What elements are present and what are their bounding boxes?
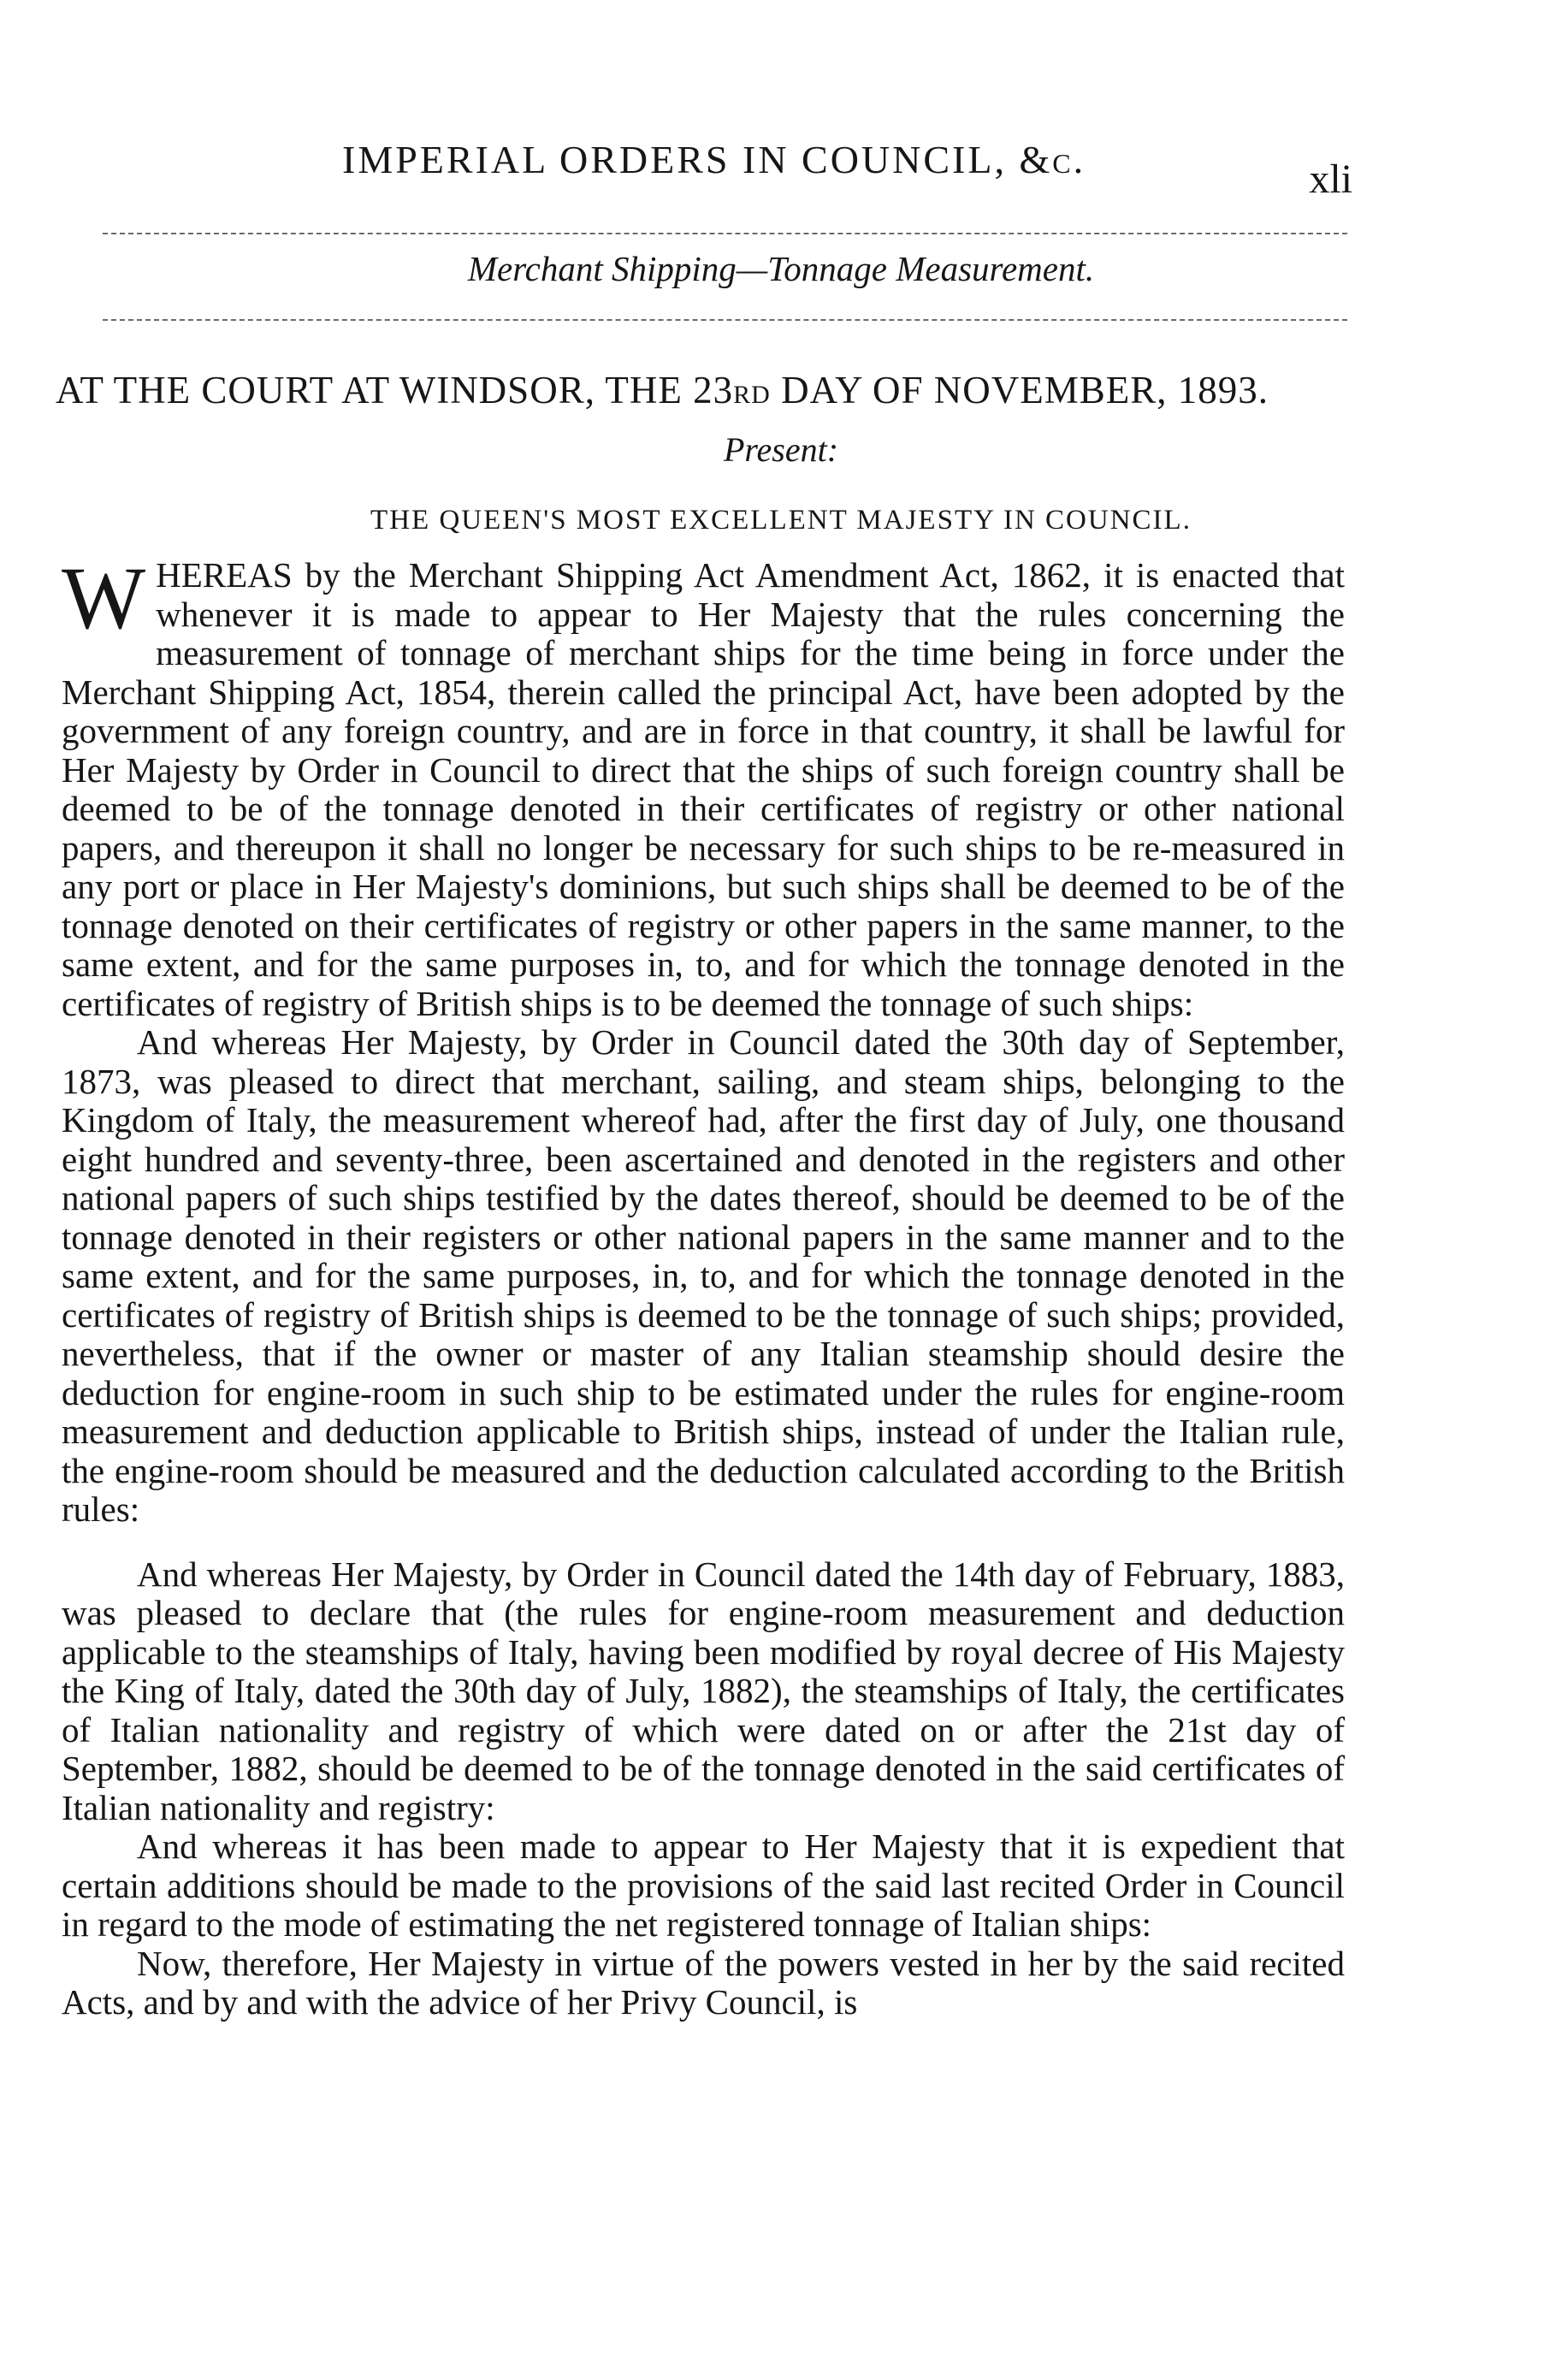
paragraph-4: And whereas it has been made to appear to Her Majesty that it is expedient that certain additions should be made to the provisions of the said last recited Order in Council in regard to the mode of estimating the net registered tonnage of Italian ships: [62,1826,1345,1944]
court-heading-ordinal: RD [733,381,771,409]
paragraph-3: And whereas Her Majesty, by Order in Council dated the 14th day of February, 1883, was pleased to declare that (the rules for engine-room measurement and deduction applicable to the steamships of Italy, having been modified by royal decree of His Majesty the King of Italy, dated the 30th day of July, 1882), the steamships of Italy, the certificates of Italian nationality and registry of which were dated on or after the 21st day of September, 1882, should be deemed to be of the tonnage denoted in the said certificates of Italian nationality and registry: [62,1554,1345,1827]
court-heading [56,368,1373,412]
presence-line: THE QUEEN'S MOST EXCELLENT MAJESTY IN COUNCIL. [370,505,1192,536]
running-title: IMPERIAL ORDERS IN COUNCIL, &c. [342,138,1086,181]
paragraph-5: Now, therefore, Her Majesty in virtue of the powers vested in her by the said recited Acts, and by and with the advice of her Privy Council, is [62,1943,1345,2022]
court-heading-end: DAY OF NOVEMBER, 1893. [770,369,1269,411]
header-rule-top [103,233,1347,234]
paragraph-2: And whereas Her Majesty, by Order in Council dated the 30th day of September, 1873, was pleased to direct that merchant, sailing, and steam ships, belonging to the Kingdom of Italy, the measurement whereof had, after the first day of July, one thousand eight hundred and seventy-three, been ascertained and denoted in the registers and other national papers of such ships testified by the dates thereof, should be deemed to be of the tonnage denoted in their registers or other national papers in the same manner and to the same extent, and for the same purposes, in, to, and for which the tonnage denoted in the certificates of registry of British ships is deemed to be the tonnage of such ships; provided, nevertheless, that if the owner or master of any Italian steamship should desire the deduction for engine-room in such ship to be estimated under the rules for engine-room measurement and deduction applicable to British ships, instead of under the Italian rule, the engine-room should be measured and the deduction calculated according to the British rules: [62,1022,1345,1529]
page-number: xli [1309,157,1352,202]
header-rule-bottom [103,319,1347,321]
order-body [62,549,1345,2022]
section-subtitle: Merchant Shipping—Tonnage Measurement. [467,249,1095,288]
drop-cap: W [62,549,146,648]
paragraph-1 [62,549,1345,1023]
present-label: Present: [723,430,839,469]
court-heading-start: AT THE COURT AT WINDSOR, THE 23 [56,369,734,411]
paragraph-1-text: HEREAS by the Merchant Shipping Act Amendment Act, 1862, it is enacted that whenever it is made to appear to Her Majesty that the rules concerning the measurement of tonnage of merchant ships for the time being in force under the Merchant Shipping Act, 1854, therein called the principal Act, have been adopted by the government of any foreign country, and are in force in that country, it shall be lawful for Her Majesty by Order in Council to direct that the ships of such foreign country shall be deemed to be of the tonnage denoted in their certificates of registry or other national papers, and thereupon it shall no longer be necessary for such ships to be re-measured in any port or place in Her Majesty's dominions, but such ships shall be deemed to be of the tonnage denoted on their certificates of registry or other papers in the same manner, to the same extent, and for the same purposes in, to, and for which the tonnage denoted in the certificates of registry of British ships is to be deemed the tonnage of such ships: [62,555,1345,1023]
